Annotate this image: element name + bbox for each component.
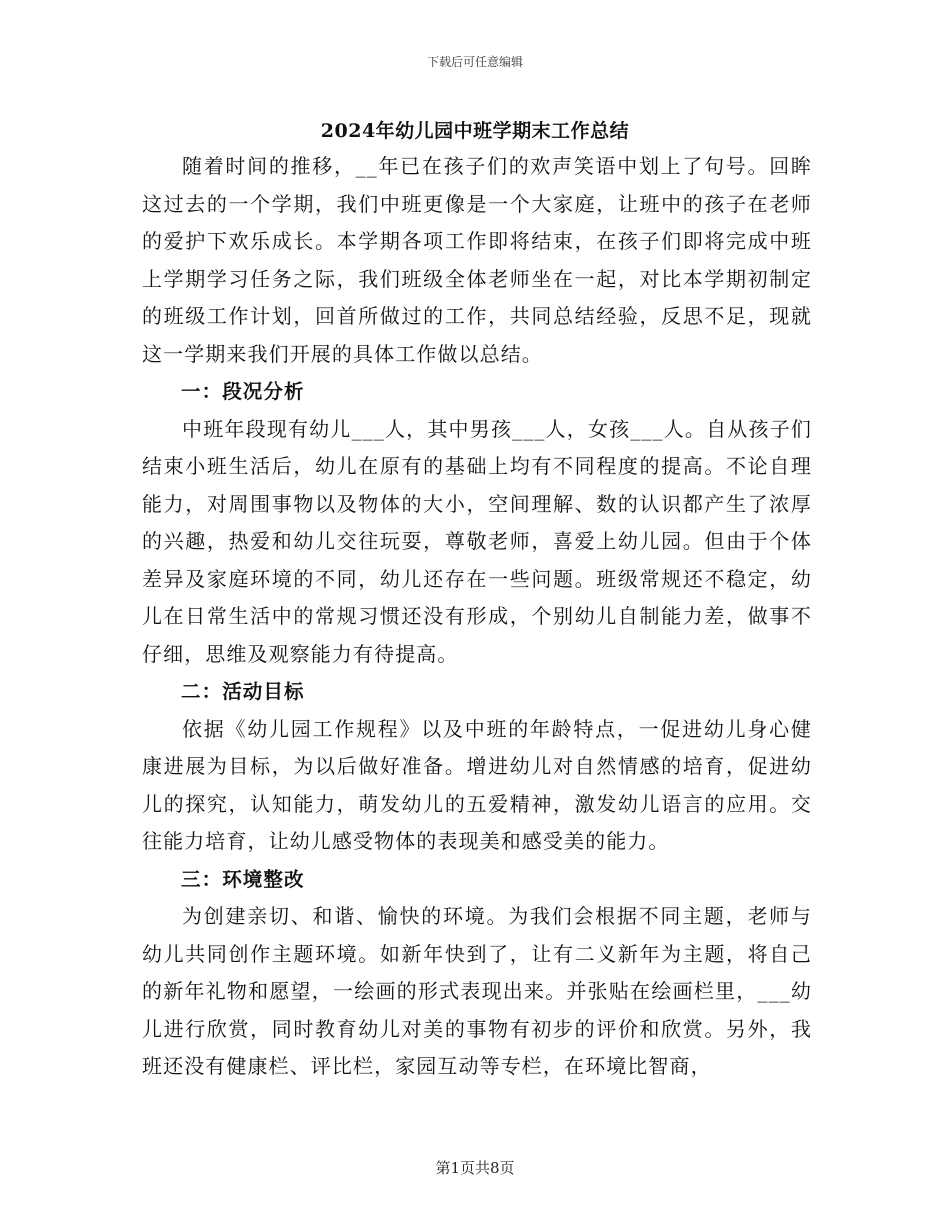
document-body bbox=[142, 148, 812, 1086]
section-heading-goals: 二：活动目标 bbox=[181, 680, 305, 703]
section-paragraph-environment: 为创建亲切、和谐、愉快的环境。为我们会根据不同主题，老师与幼儿共同创作主题环境。如新年快到了，让有二义新年为主题，将自己的新年礼物和愿望，一绘画的形式表现出来。并张贴在绘画栏里，___幼儿进行欣赏，同时教育幼儿对美的事物有初步的评价和欣赏。另外，我班还没有健康栏、评比栏，家园互动等专栏，在环境比智商， bbox=[142, 904, 812, 1078]
document-title: 2024年幼儿园中班学期末工作总结 bbox=[320, 120, 630, 142]
section-heading-environment: 三：环境整改 bbox=[181, 867, 305, 891]
intro-paragraph: 随着时间的推移，__年已在孩子们的欢声笑语中划上了句号。回眸这过去的一个学期，我们中班更像是一个大家庭，让班中的孩子在老师的爱护下欢乐成长。本学期各项工作即将结束，在孩子们即将完成中班上学期学习任务之际，我们班级全体老师坐在一起，对比本学期初制定的班级工作计划，回首所做过的工作，共同总结经验，反思不足，现就这一学期来我们开展的具体工作做以总结。 bbox=[142, 154, 812, 366]
section-paragraph-situation: 中班年段现有幼儿___人，其中男孩___人，女孩___人。自从孩子们结束小班生活后，幼儿在原有的基础上均有不同程度的提高。不论自理能力，对周围事物以及物体的大小，空间理解、数的认识都产生了浓厚的兴趣，热爱和幼儿交往玩耍，尊敬老师，喜爱上幼儿园。但由于个体差异及家庭环境的不同，幼儿还存在一些问题。班级常规还不稳定，幼儿在日常生活中的常规习惯还没有形成，个别幼儿自制能力差，做事不仔细，思维及观察能力有待提高。 bbox=[142, 416, 812, 666]
section-paragraph-goals: 依据《幼儿园工作规程》以及中班的年龄特点，一促进幼儿身心健康进展为目标，为以后做好准备。增进幼儿对自然情感的培育，促进幼儿的探究，认知能力，萌发幼儿的五爱精神，激发幼儿语言的应用。交往能力培育，让幼儿感受物体的表现美和感受美的能力。 bbox=[142, 716, 812, 853]
section-heading-situation: 一：段况分析 bbox=[181, 380, 305, 403]
page-number: 第1页共8页 bbox=[435, 1159, 515, 1177]
page-header-note: 下载后可任意编辑 bbox=[426, 55, 523, 69]
